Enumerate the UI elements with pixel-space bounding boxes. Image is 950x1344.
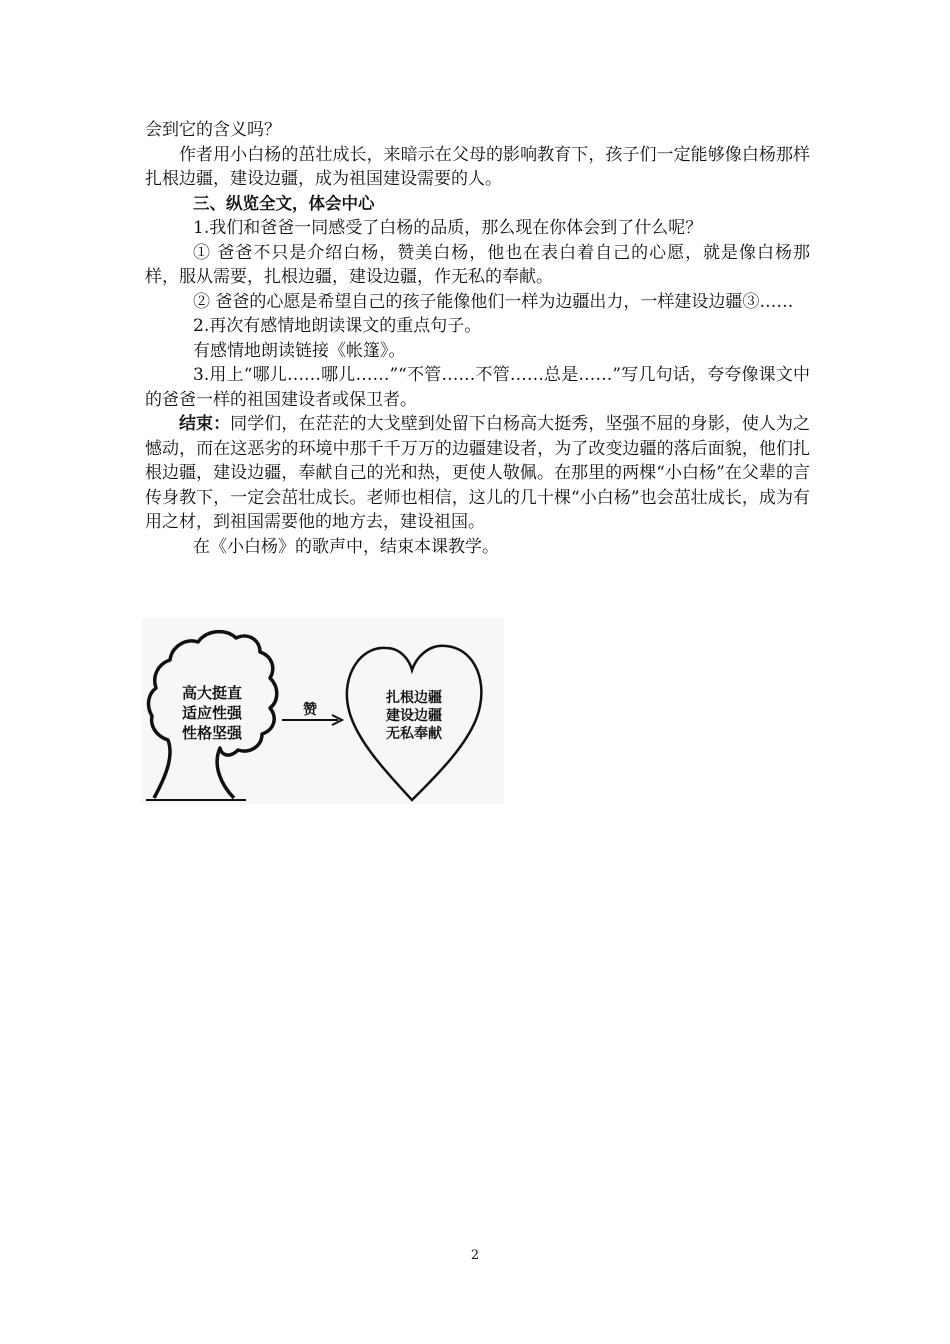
ending-paragraph xyxy=(145,412,810,535)
ending-text: 同学们，在茫茫的大戈壁到处留下白杨高大挺秀，坚强不屈的身影，使人为之憾动，而在这恶劣的环境中那千千万万的边疆建设者，为了改变边疆的落后面貌，他们扎根边疆，建设边疆，奉献自己的光和热，更使人敬佩。在那里的两棵“小白杨”在父辈的言传身教下，一定会茁壮成长。老师也相信，这儿的几十棵“小白杨”也会茁壮成长，成为有用之材，到祖国需要他的地方去，建设祖国。 xyxy=(145,414,811,532)
tree-line-3: 性格坚强 xyxy=(181,724,243,742)
answer-1: ① 爸爸不只是介绍白杨，赞美白杨，他也在表白着自己的心愿，就是像白杨那样，服从需要，扎根边疆，建设边疆，作无私的奉献。 xyxy=(145,242,810,287)
diagram-svg xyxy=(142,618,504,804)
heart-line-3: 无私奉献 xyxy=(386,726,442,742)
heart-line-2: 建设边疆 xyxy=(386,708,442,724)
closing-paragraph: 在《小白杨》的歌声中，结束本课教学。 xyxy=(193,536,499,557)
board-diagram xyxy=(142,618,504,804)
question-1: 1.我们和爸爸一同感受了白杨的品质，那么现在你体会到了什么呢？ xyxy=(193,218,703,238)
document-body xyxy=(145,118,810,559)
paragraph-continuation: 会到它的含义吗？ xyxy=(145,120,281,140)
question-3: 3.用上“哪儿……哪儿……”“不管……不管……总是……”写几句话，夸夸像课文中的爸爸一样的祖国建设者或保卫者。 xyxy=(145,365,810,410)
tree-line-1: 高大挺直 xyxy=(181,684,243,702)
section-heading-3: 三、纵览全文，体会中心 xyxy=(193,193,375,213)
arrow-label: 赞 xyxy=(303,702,317,718)
paragraph-author-intent: 作者用小白杨的茁壮成长，来暗示在父母的影响教育下，孩子们一定能够像白杨那样扎根边疆，建设边疆，成为祖国建设需要的人。 xyxy=(145,144,810,189)
question-2b: 有感情地朗读链接《帐篷》。 xyxy=(193,340,406,361)
heart-line-1: 扎根边疆 xyxy=(386,690,442,706)
question-2: 2.再次有感情地朗读课文的重点句子。 xyxy=(193,316,482,336)
answer-2: ② 爸爸的心愿是希望自己的孩子能像他们一样为边疆出力，一样建设边疆③…… xyxy=(193,291,794,312)
page-number: 2 xyxy=(470,1248,480,1263)
ending-label: 结束： xyxy=(179,414,231,434)
tree-line-2: 适应性强 xyxy=(181,704,243,722)
